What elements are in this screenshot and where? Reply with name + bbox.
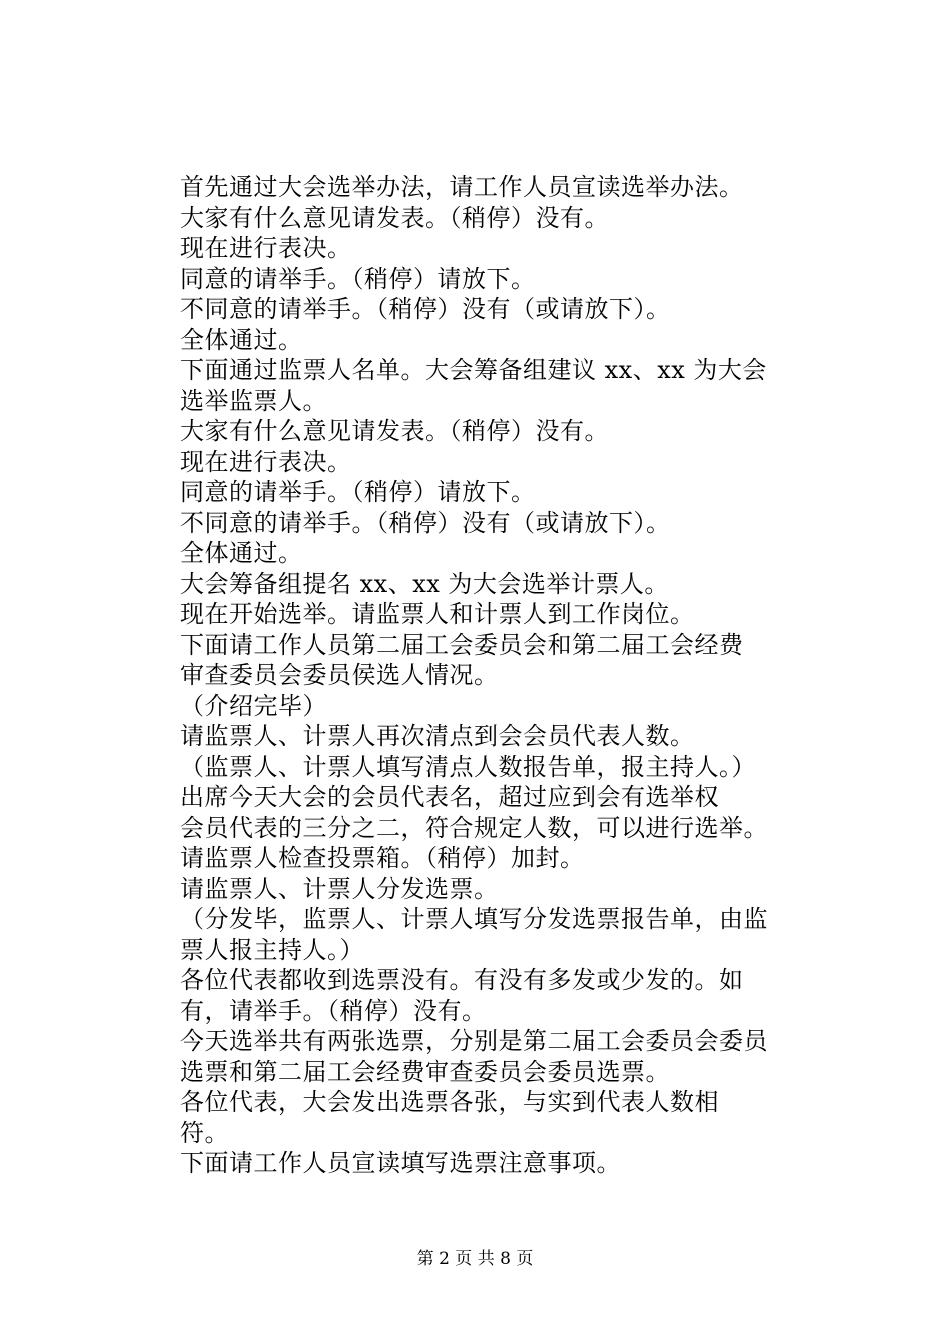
text-line: 下面请工作人员第二届工会委员会和第二届工会经费 (180, 630, 744, 659)
text-line: 同意的请举手。（稍停）请放下。 (180, 478, 536, 506)
text-line: 下面通过监票人名单。大会筹备组建议 xx、xx 为大会 (180, 356, 767, 384)
text-line: 出席今天大会的会员代表名，超过应到会有选举权 (180, 783, 719, 811)
text-line: 全体通过。 (180, 325, 303, 354)
text-line: 有，请举手。（稍停）没有。 (180, 996, 487, 1025)
text-line: 不同意的请举手。（稍停）没有（或请放下）。 (180, 508, 671, 537)
text-line: 下面请工作人员宣读填写选票注意事项。 (180, 1149, 621, 1177)
text-line: 不同意的请举手。（稍停）没有（或请放下）。 (180, 295, 671, 323)
text-line: 全体通过。 (180, 539, 303, 567)
text-line: （介绍完毕） (180, 691, 327, 720)
text-line: 大家有什么意见请发表。（稍停）没有。 (180, 203, 609, 232)
text-line: 选票和第二届工会经费审查委员会委员选票。 (180, 1057, 670, 1086)
document-body (180, 172, 800, 1179)
text-line: （分发毕，监票人、计票人填写分发选票报告单，由监 (180, 905, 768, 933)
text-line: 首先通过大会选举办法，请工作人员宣读选举办法。 (180, 173, 744, 201)
text-line: 各位代表都收到选票没有。有没有多发或少发的。如 (180, 966, 744, 994)
text-line: 现在进行表决。 (180, 234, 352, 262)
text-line: 符。 (180, 1118, 229, 1147)
text-line: 请监票人、计票人分发选票。 (180, 874, 499, 903)
text-line: 审查委员会委员侯选人情况。 (180, 661, 499, 689)
text-line: 现在开始选举。请监票人和计票人到工作岗位。 (180, 600, 695, 628)
text-line: 今天选举共有两张选票，分别是第二届工会委员会委员 (180, 1027, 768, 1055)
text-line: 大会筹备组提名 xx、xx 为大会选举计票人。 (180, 569, 669, 598)
text-line: （监票人、计票人填写清点人数报告单，报主持人。） (180, 752, 756, 781)
text-line: 请监票人检查投票箱。（稍停）加封。 (180, 844, 585, 872)
text-line: 大家有什么意见请发表。（稍停）没有。 (180, 417, 609, 445)
page-number-footer: 第 2 页 共 8 页 (416, 1249, 534, 1269)
text-line: 选举监票人。 (180, 386, 327, 415)
text-line: 同意的请举手。（稍停）请放下。 (180, 264, 536, 293)
text-line: 票人报主持人。） (180, 935, 364, 964)
text-line: 现在进行表决。 (180, 447, 352, 476)
text-line: 会员代表的三分之二，符合规定人数，可以进行选举。 (180, 813, 768, 842)
text-line: 请监票人、计票人再次清点到会会员代表人数。 (180, 722, 695, 750)
text-line: 各位代表，大会发出选票各张，与实到代表人数相 (180, 1088, 719, 1116)
